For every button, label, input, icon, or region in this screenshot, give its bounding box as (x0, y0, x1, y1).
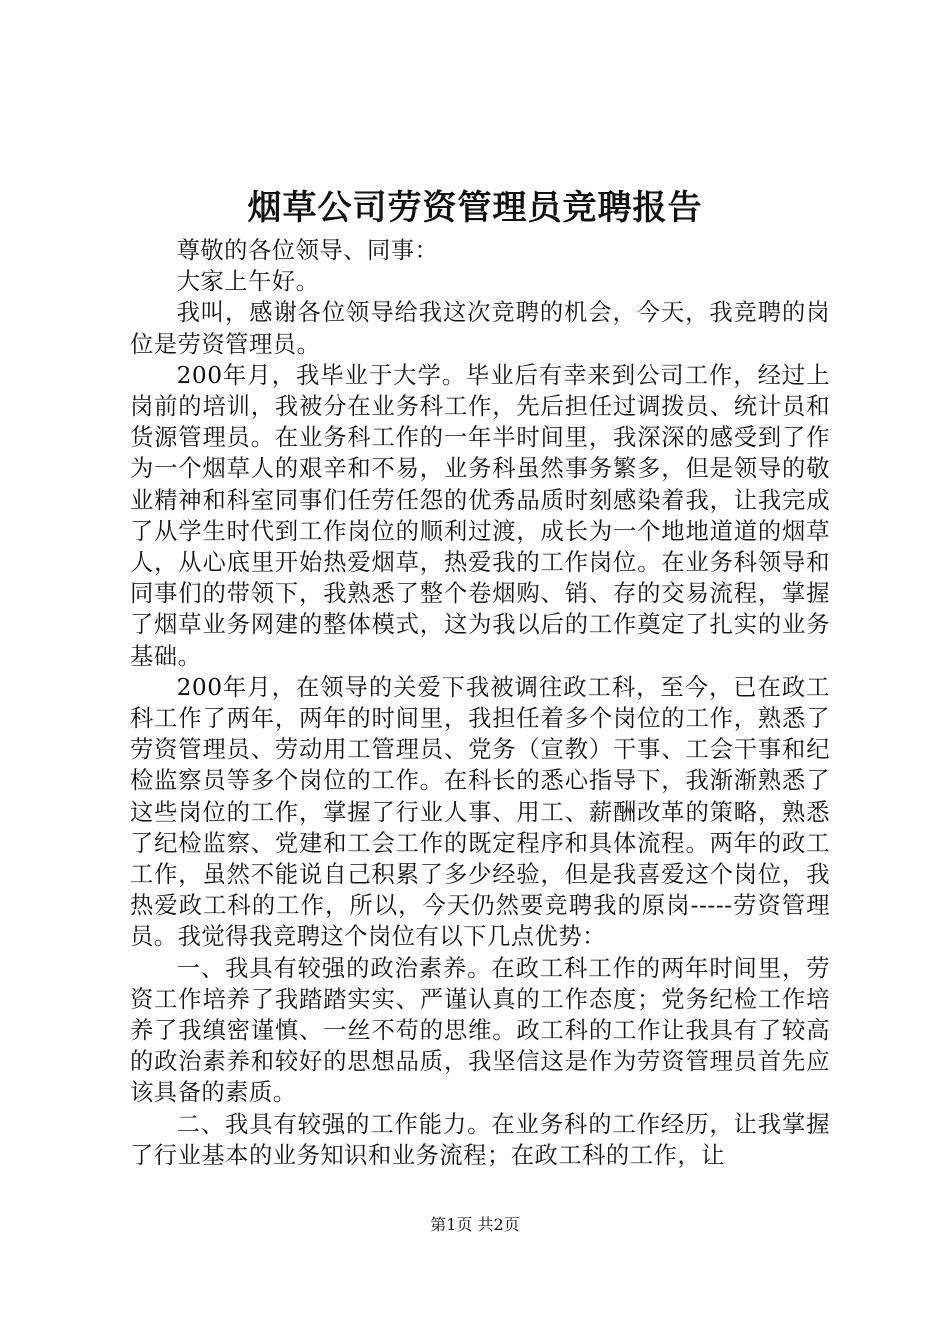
greeting: 大家上午好。 (176, 268, 320, 296)
paragraph-introduction: 我叫，感谢各位领导给我这次竞聘的机会，今天，我竞聘的岗位是劳资管理员。 (130, 299, 830, 358)
paragraph-business-dept: 200年月，我毕业于大学。毕业后有幸来到公司工作，经过上岗前的培训，我被分在业务科工作，先后担任过调拨员、统计员和货源管理员。在业务科工作的一年半时间里，我深深的感受到了作为一个烟草人的艰辛和不易，业务科虽然事务繁多，但是领导的敬业精神和科室同事们任劳任怨的优秀品质时刻感染着我，让我完成了从学生时代到工作岗位的顺利过渡，成长为一个地地道道的烟草人，从心底里开始热爱烟草，热爱我的工作岗位。在业务科领导和同事们的带领下，我熟悉了整个卷烟购、销、存的交易流程，掌握了烟草业务网建的整体模式，这为我以后的工作奠定了扎实的业务基础。 (130, 361, 830, 670)
paragraph-political-dept: 200年月，在领导的关爱下我被调往政工科，至今，已在政工科工作了两年，两年的时间里，我担任着多个岗位的工作，熟悉了劳资管理员、劳动用工管理员、党务（宣教）干事、工会干事和纪检监察员等多个岗位的工作。在科长的悉心指导下，我渐渐熟悉了这些岗位的工作，掌握了行业人事、用工、薪酬改革的策略，熟悉了纪检监察、党建和工会工作的既定程序和具体流程。两年的政工工作，虽然不能说自己积累了多少经验，但是我喜爱这个岗位，我热爱政工科的工作，所以，今天仍然要竞聘我的原岗-----劳资管理员。我觉得我竞聘这个岗位有以下几点优势： (130, 673, 830, 951)
paragraph-advantage-two: 二、我具有较强的工作能力。在业务科的工作经历，让我掌握了行业基本的业务知识和业务流程；在政工科的工作，让 (130, 1110, 830, 1169)
page-number-footer: 第1页 共2页 (430, 1215, 520, 1234)
salutation: 尊敬的各位领导、同事： (176, 237, 439, 264)
document-body (130, 235, 830, 1171)
page-title: 烟草公司劳资管理员竞聘报告 (247, 188, 703, 228)
paragraph-advantage-one: 一、我具有较强的政治素养。在政工科工作的两年时间里，劳资工作培养了我踏踏实实、严谨认真的工作态度；党务纪检工作培养了我缜密谨慎、一丝不苟的思维。政工科的工作让我具有了较高的政治素养和较好的思想品质，我坚信这是作为劳资管理员首先应该具备的素质。 (130, 954, 830, 1107)
